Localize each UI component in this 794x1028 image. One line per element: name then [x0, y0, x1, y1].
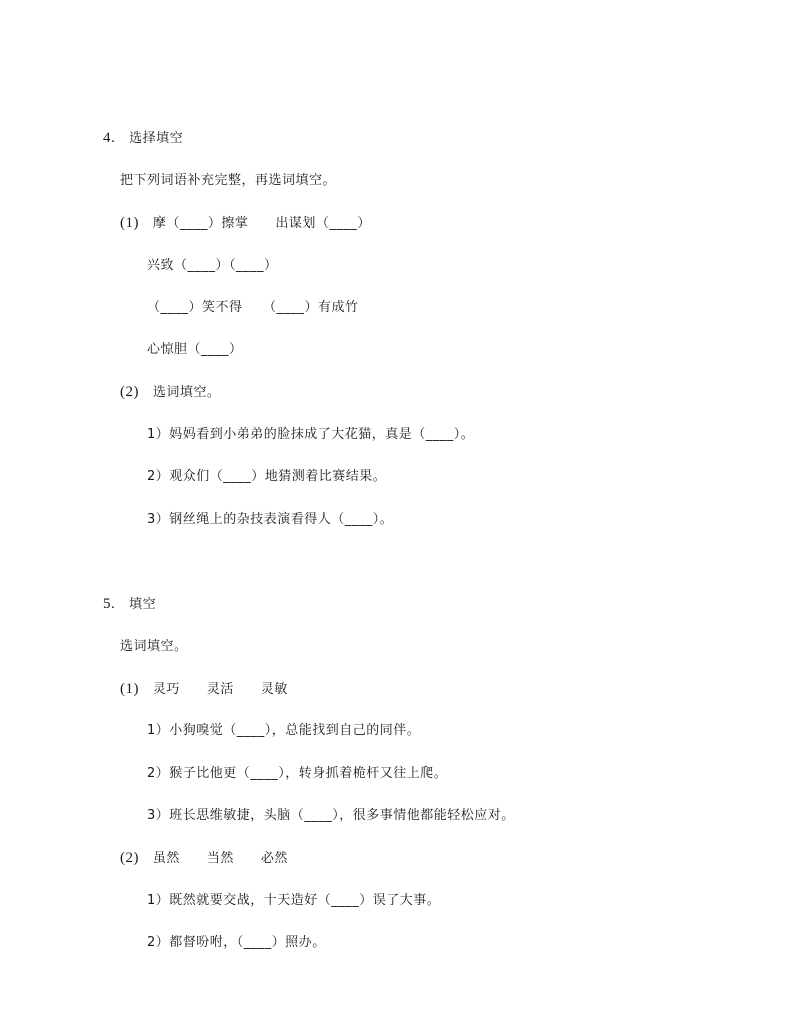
q5-part1-item-3: 3）班长思维敏捷，头脑（____），很多事情他都能轻松应对。 [147, 808, 515, 823]
q5-part2-words: 虽然 当然 必然 [152, 851, 288, 866]
q4-part1-line2: 兴致（____）（____） [147, 258, 278, 273]
question-5-instruction: 选词填空。 [120, 639, 188, 654]
q4-part2-item-3: 3）钢丝绳上的杂技表演看得人（____）。 [147, 512, 394, 527]
question-4-heading [103, 129, 183, 148]
question-4-instruction: 把下列词语补充完整，再选词填空。 [120, 173, 337, 188]
q4-part2-label: (2) [120, 384, 139, 400]
q4-part2-title: 选词填空。 [152, 385, 221, 400]
q4-part1-line3: （____）笑不得 （____）有成竹 [147, 300, 359, 315]
q4-part1-line1: 摩（____）擦掌 出谋划（____） [152, 216, 371, 231]
q5-part2-item-1: 1）既然就要交战，十天造好（____）误了大事。 [147, 893, 441, 908]
q5-part1-item-1: 1）小狗嗅觉（____），总能找到自己的同伴。 [147, 723, 421, 738]
q5-part1-label: (1) [120, 681, 139, 697]
q5-part2-heading [120, 849, 288, 868]
q5-part2-item-2: 2）都督吩咐，（____）照办。 [147, 935, 326, 950]
question-4-title: 选择填空 [129, 131, 184, 146]
q4-part1-line4: 心惊胆（____） [147, 342, 243, 357]
question-5-heading [103, 595, 156, 614]
question-5-number: 5. [103, 596, 116, 612]
question-4-number: 4. [103, 130, 116, 146]
q5-part1-words: 灵巧 灵活 灵敏 [152, 682, 288, 697]
q5-part1-item-2: 2）猴子比他更（____），转身抓着桅杆又往上爬。 [147, 766, 448, 781]
q4-part2-item-2: 2）观众们（____）地猜测着比赛结果。 [147, 469, 387, 484]
q4-part2-item-1: 1）妈妈看到小弟弟的脸抹成了大花猫，真是（____）。 [147, 427, 475, 442]
q5-part1-heading [120, 680, 288, 699]
q4-part1-label: (1) [120, 215, 139, 231]
q4-part2-heading [120, 383, 220, 402]
question-5-title: 填空 [129, 597, 157, 612]
q4-part1-line1-row [120, 214, 371, 233]
q5-part2-label: (2) [120, 850, 139, 866]
